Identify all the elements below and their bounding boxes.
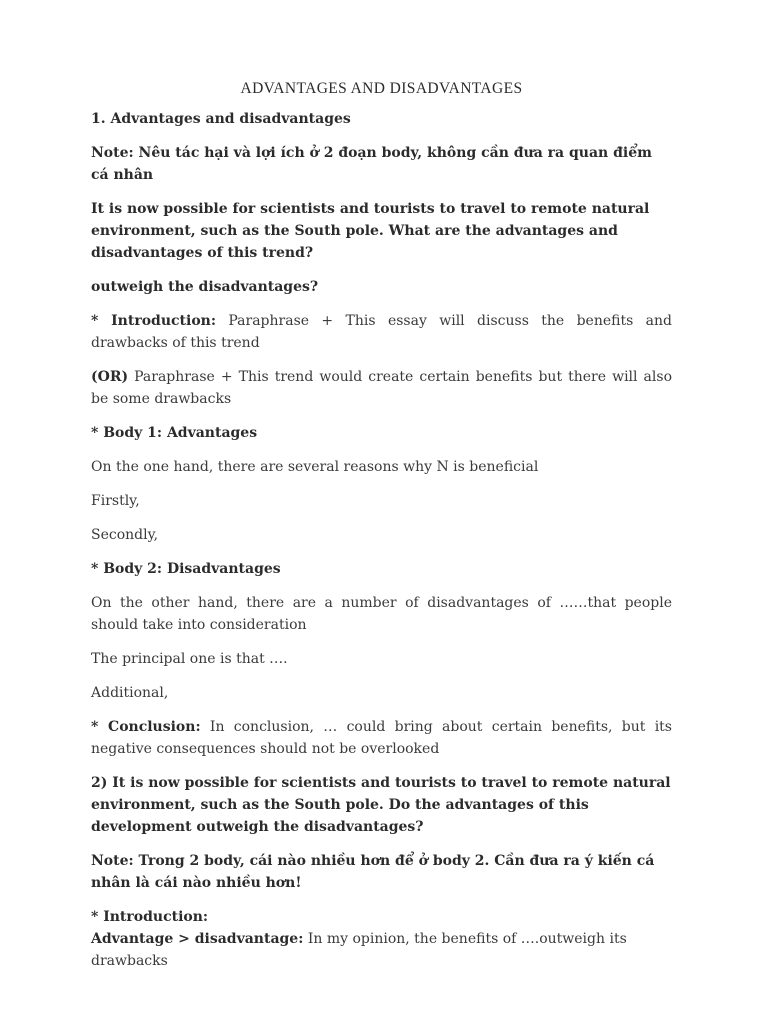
body2-line3: Additional, [91, 685, 169, 701]
body2-line2: The principal one is that …. [91, 651, 288, 667]
body1-line3: Secondly, [91, 527, 159, 543]
note2: Note: Trong 2 body, cái nào nhiều hơn để ở body 2. Cần đưa ra ý kiến cá nhân là cái nào nhiều hơn! [91, 853, 655, 891]
or-label: (OR) [91, 369, 129, 385]
body2-line1: On the other hand, there are a number of disadvantages of ……that people should take into consideration [91, 595, 672, 633]
question2: 2) It is now possible for scientists and tourists to travel to remote natural environment, such as the South pole. Do the advantages of this development outweigh the disadvantages? [91, 775, 671, 835]
intro-paragraph [91, 310, 672, 354]
conclusion-text: In conclusion, … could bring about certain benefits, but its negative consequences should not be overlooked [91, 719, 672, 757]
adv-label: Advantage > disadvantage: [91, 931, 304, 947]
section1-heading: 1. Advantages and disadvantages [91, 111, 351, 127]
conclusion-label: * Conclusion: [91, 719, 201, 735]
conclusion-paragraph [91, 716, 672, 760]
body2-heading: * Body 2: Disadvantages [91, 561, 281, 577]
adv-text: In my opinion, the benefits of ….outweigh its drawbacks [91, 931, 627, 969]
adv-paragraph [91, 928, 672, 972]
body1-line1: On the one hand, there are several reasons why N is beneficial [91, 459, 539, 475]
intro2-label: * Introduction: [91, 909, 209, 925]
note1: Note: Nêu tác hại và lợi ích ở 2 đoạn body, không cần đưa ra quan điểm cá nhân [91, 145, 652, 183]
outweigh-line: outweigh the disadvantages? [91, 279, 319, 295]
or-text: Paraphrase + This trend would create certain benefits but there will also be some drawbacks [91, 369, 672, 407]
intro-text: Paraphrase + This essay will discuss the benefits and drawbacks of this trend [91, 313, 672, 351]
document-title: ADVANTAGES AND DISADVANTAGES [240, 80, 523, 97]
question1: It is now possible for scientists and tourists to travel to remote natural environment, such as the South pole. What are the advantages and disadvantages of this trend? [91, 201, 650, 261]
body1-line2: Firstly, [91, 493, 140, 509]
intro-label: * Introduction: [91, 313, 216, 329]
or-paragraph [91, 366, 672, 410]
body1-heading: * Body 1: Advantages [91, 425, 258, 441]
